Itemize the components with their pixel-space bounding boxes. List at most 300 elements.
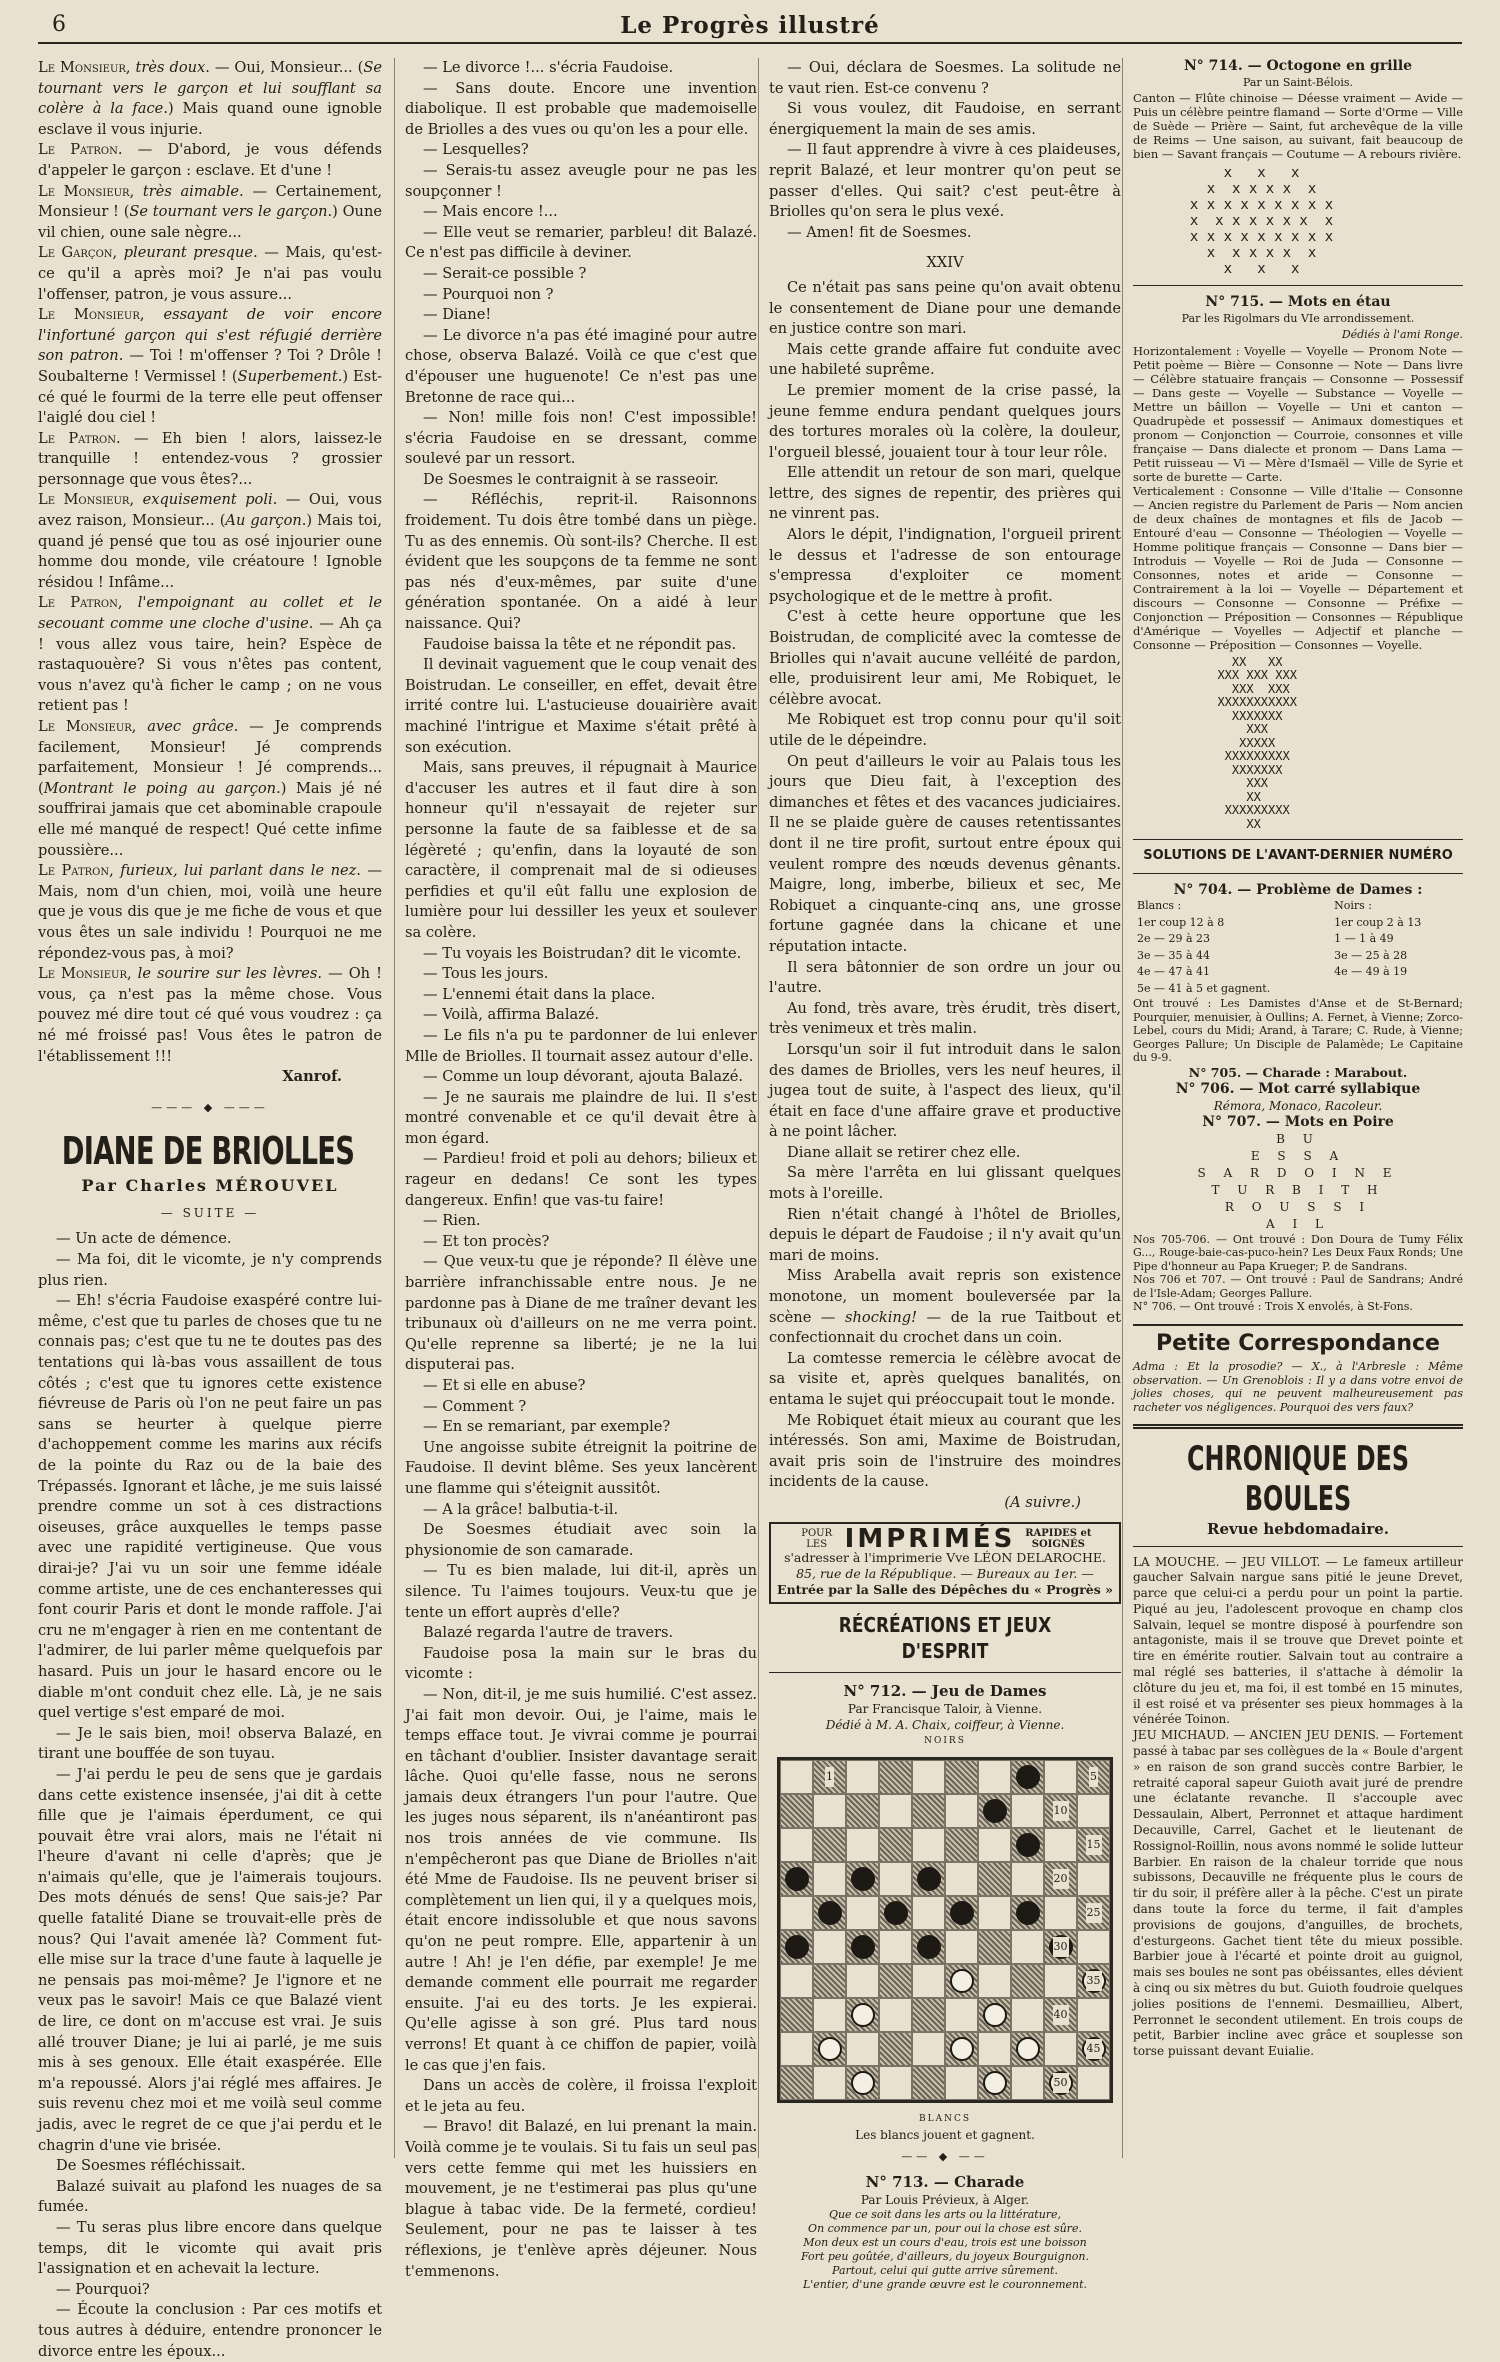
- board-light-square: [846, 1896, 879, 1930]
- board-light-square: [912, 1896, 945, 1930]
- page-header: [38, 8, 1462, 44]
- paragraph: — Le divorce !... s'écria Faudoise.: [423, 59, 674, 76]
- black-piece: [785, 1935, 809, 1959]
- paragraph: Alors le dépit, l'indignation, l'orgueil prirent le dessus et l'adresse de son entourage s'empressa d'exploiter ce moment psychologique et de le mettre à profit.: [769, 526, 1121, 605]
- paragraph: De Soesmes réfléchissait.: [56, 2157, 246, 2175]
- board-dark-square: [780, 2066, 813, 2100]
- comic-dialogue: [38, 58, 382, 1067]
- paragraph: — Comme un loup dévorant, ajouta Balazé.: [423, 1068, 744, 1086]
- board-dark-square: [1011, 1964, 1044, 1998]
- paragraph: — Je le sais bien, moi! observa Balazé, en tirant une bouffée de son tuyau.: [38, 1724, 382, 1763]
- feuilleton-byline: Par Charles MÉROUVEL: [81, 1176, 339, 1196]
- board-light-square: [813, 2066, 846, 2100]
- paragraph: — Bravo! dit Balazé, en lui prenant la main. Voilà comme je te voulais. Si tu fais un seul pas vers cette femme qui met les huissiers en mouvement, je ne t'estimerai pas plus qu'une blague à tabac vide. De la fermeté, cordieu! Seulement, pour ne pas te laisser à tes réflexions, je t'enlève après déjeuner. Nous t'emmenons.: [405, 2118, 757, 2280]
- paragraph: — J'ai perdu le peu de sens que je gardais dans cette existence insensée, j'ai dit à cette fille que je l'aimais éperdument, ce qui pouvait être vrai alors, mais ne l'était ni l'heure d'avant ni celle d'après; que je n'aimais qu'elle, que je l'aimerais toujours. Des mots dénués de sens! Que sais-je? Par quelle fatalité Diane se trouvait-elle près de nous? Qui l'avait amenée là? Comment fut-elle mise sur la trace d'une faute à laquelle je ne pensais pas moi-même? Je l'ignore et ne veux pas le savoir! Mais ce que Balazé vient de lire, ce dont on m'accuse est vrai. Je suis allé trouver Diane; je lui ai parlé, je me suis mis à ses genoux. Elle était exaspérée. Elle m'a repoussé. Alors j'ai réglé mes affaires. Je suis revenu chez moi et me voilà seul comme jadis, avec le regret de ce que j'ai perdu et le chagrin d'une vie brisée.: [38, 1765, 382, 2154]
- board-light-square: [945, 2066, 978, 2100]
- board-dark-square: [978, 1862, 1011, 1896]
- board-dark-square: [879, 1964, 912, 1998]
- paragraph: — Tu seras plus libre encore dans quelque temps, dit le vicomte qui avait pris l'assignation et en achevait la lecture.: [38, 2218, 382, 2278]
- paragraph: — Diane!: [423, 306, 492, 324]
- problem-715-author: Par les Rigolmars du VIe arrondissement.: [1181, 311, 1415, 325]
- white-piece: [1016, 2037, 1040, 2061]
- board-dark-square: [945, 1896, 978, 1930]
- board-light-square: [813, 1794, 846, 1828]
- paragraph: Le Monsieur, le sourire sur les lèvres. — Oh ! vous, ça n'est pas la même chose. Vous pouvez mé dire tout cé qué vous voudrez : ça né mé froissé pas! Vous êtes le patron de l'établissement !!!: [38, 965, 382, 1065]
- board-dark-square: [912, 1794, 945, 1828]
- column-4: [1122, 58, 1463, 2158]
- board-light-square: [813, 1930, 846, 1964]
- black-piece: [983, 1799, 1007, 1823]
- ad-main-text: IMPRIMÉS: [844, 1523, 1016, 1554]
- solutions-title: SOLUTIONS DE L'AVANT-DERNIER NUMÉRO: [1143, 848, 1453, 863]
- board-dark-square: [846, 1930, 879, 1964]
- chronique-title: CHRONIQUE DES BOULES: [1187, 1439, 1409, 1519]
- black-piece: [1016, 1765, 1040, 1789]
- paragraph: — Le fils n'a pu te pardonner de lui enlever Mlle de Briolles. Il tournait assez autour d'elle.: [405, 1026, 757, 1065]
- paragraph: Diane allait se retirer chez elle.: [787, 1143, 1021, 1161]
- white-piece: [983, 2071, 1007, 2095]
- board-light-square: [912, 2032, 945, 2066]
- problem-714-author: Par un Saint-Bélois.: [1242, 75, 1354, 89]
- board-dark-square: [813, 1760, 846, 1794]
- board-dark-square: [879, 1896, 912, 1930]
- board-dark-square: [1077, 1760, 1110, 1794]
- board-light-square: [1077, 1862, 1110, 1896]
- paragraph: — Je ne saurais me plaindre de lui. Il s'est montré convenable et ce qu'il devait être à mon égard.: [405, 1088, 757, 1147]
- ad-line-2: 85, rue de la République. — Bureaux au 1er. —: [796, 1565, 1094, 1581]
- board-light-square: [879, 1794, 912, 1828]
- solution-707-line: B U: [1276, 1131, 1320, 1146]
- board-dark-square: [978, 1930, 1011, 1964]
- paragraph: Il devinait vaguement que le coup venait des Boistrudan. Le conseiller, en effet, devait être irrité contre lui. L'astucieuse douairière avait machiné l'intrigue et Maxime s'était prêté à son exécution.: [405, 656, 757, 756]
- column-3: — Oui, déclara de Soesmes. La solitude ne te vaut rien. Est-ce convenu ? Si vous voulez, dit Faudoise, en serrant énergiquement la main de ses amis. — Il faut apprendre à vivre à ces plaideuses, reprit Balazé, et leur montrer qu'on peut se passer d'elles. Qui sait? c'est peut-être à Briolles qu'on sera le plus vexé. — Amen! fit de Soesmes. XXIV Ce n'était pas sans peine qu'on avait obtenu le consentement de Diane pour une demande en justice contre son mari. Mais cette grande affaire fut conduite avec une habileté suprême. Le premier moment de la crise passé, la jeune femme endura pendant quelques jours des tortures morales où la colère, la douleur, l'orgueil blessé, jouaient tour à tour leur rôle. Elle attendit un retour de son mari, quelque lettre, des signes de repentir, des prières qui ne vinrent pas. Alors le dépit, l'indignation, l'orgueil prirent le dessus et l'adresse de son entourage s'empressa d'exploiter ce moment psychologique et de le mettre à profit. C'est à cette heure opportune que les Boistrudan, de complicité avec la comtesse de Briolles qui n'avait aucune velléité de pardon, elle, produisirent leur ami, Me Robiquet, le célèbre avocat. Me Robiquet est trop connu pour qu'il soit utile de le dépeindre. On peut d'ailleurs le voir au Palais tous les jours que Dieu fait, à l'exception des dimanches et fêtes et des vacances judiciaires. Il ne se plaide guère de causes retentissantes dont il ne tire profit, surtout entre époux qui veulent rompre des nœuds devenus gênants. Maigre, long, imberbe, bilieux et sec, Me Robiquet a cinquante-cinq ans, une grosse fortune gagnée dans la chicane et une réputation intacte. Il sera bâtonnier de son ordre un jour ou l'autre. Au fond, très avare, très érudit, très disert, très venimeux et très malin. Lorsqu'un soir il fut introduit dans le salon des dames de Briolles, vers les neuf heures, il jugea tout de suite, à l'aspect des lieux, qu'il était en face d'une affaire grave et productive à ne point lâcher. Diane allait se retirer chez elle. Sa mère l'arrêta en lui glissant quelques mots à l'oreille. Rien n'était changé à l'hôtel de Briolles, depuis le départ de Faudoise ; il n'y avait qu'un mari de moins. Miss Arabella avait repris son existence monotone, un moment bouleversée par la scène — shocking! — de la rue Taitbout et confectionnait du crochet dans un coin. La comtesse remercia le célèbre avocat de sa visite et, après quelques banalités, on entama le sujet qui préoccupait tout le monde. Me Robiquet était mieux au courant que les intéressés. Son ami, Maxime de Boistrudan, avait pris soin de l'instruire des moindres incidents de la cause. (A suivre.) POUR LES IMPRIMÉS RAPIDES et SOIGNÉS s'adresser à l'imprimerie Vve LÉON DELAROCHE. 85, rue de la République. — Bureaux au 1er. — Entrée par la Salle des Dépêches du « Progrès » RÉCRÉATIONS ET JEUX D'ESPRIT N° 712. — Jeu de Dames Par Francisque Taloir, à Vienne. Dédié à M. A. Chaix, coiffeur, à Vienne. NOIRS 1 5 10 15 20 25 30 35 40 45 50 BLANCS Les blancs jouent et gagnent. —— ◆ —— N° 713. — Charade Par Louis Prévieux, à Alger. Que ce soit dans les arts ou la littérature, On commence par un, pour oui la chose est sûre. Mon deux est un cours d'eau, trois est une boisson Fort peu goûtée, d'ailleurs, du joyeux Bourguignon. Partout, celui qui gutte arrive sûrement. L'entier, d'une grande œuvre est le couronnement.: [758, 58, 1121, 2158]
- solution-707-title: N° 707. — Mots en Poire: [1202, 1114, 1394, 1130]
- solution-707-line: S A R D O I N E: [1197, 1165, 1399, 1180]
- paragraph: — Lesquelles?: [423, 141, 529, 159]
- board-light-square: [1077, 1794, 1110, 1828]
- board-light-square: [978, 1896, 1011, 1930]
- board-light-square: [978, 1828, 1011, 1862]
- black-piece: [851, 1867, 875, 1891]
- problem-715-title: N° 715. — Mots en étau: [1205, 294, 1391, 310]
- charade-line: Partout, celui qui gutte arrive sûrement.: [832, 2264, 1058, 2278]
- black-piece: [1016, 1833, 1040, 1857]
- solution-706-text: Rémora, Monaco, Racoleur.: [1213, 1098, 1383, 1113]
- board-light-square: [879, 1930, 912, 1964]
- paragraph: Faudoise baissa la tête et ne répondit pas.: [423, 635, 737, 653]
- solution-707-line: T U R B I T H: [1211, 1182, 1385, 1197]
- paragraph: Au fond, très avare, très érudit, très disert, très venimeux et très malin.: [769, 999, 1121, 1038]
- board-dark-square: [978, 2066, 1011, 2100]
- paragraph: Si vous voulez, dit Faudoise, en serrant énergiquement la main de ses amis.: [769, 100, 1121, 138]
- white-piece: [851, 2003, 875, 2027]
- paragraph: Le Patron, furieux, lui parlant dans le nez. — Mais, nom d'un chien, moi, voilà une heure que je vous dis que je me fiche de vous et que vous êtes un sale individu ! Pourquoi ne me répondez-vous pas, à moi?: [38, 862, 383, 962]
- board-dark-square: [813, 1828, 846, 1862]
- board-light-square: [879, 1862, 912, 1896]
- paragraph: — Et si elle en abuse?: [423, 1377, 586, 1394]
- paragraph: — L'ennemi était dans la place.: [423, 985, 656, 1003]
- paragraph: — Tu es bien malade, lui dit-il, après un silence. Tu l'aimes toujours. Veux-tu que je tente un effort auprès d'elle?: [405, 1562, 757, 1621]
- board-dark-square: [912, 1998, 945, 2032]
- white-piece: [983, 2003, 1007, 2027]
- paragraph: — Voilà, affirma Balazé.: [423, 1006, 600, 1024]
- board-light-square: [813, 1998, 846, 2032]
- board-light-square: [978, 2032, 1011, 2066]
- board-light-square: [1077, 1998, 1110, 2032]
- board-dark-square: [1044, 1998, 1077, 2032]
- solution-704-blancs-label: Blancs :: [1137, 899, 1182, 912]
- feuilleton-title: DIANE DE BRIOLLES: [61, 1129, 355, 1174]
- board-light-square: [846, 1828, 879, 1862]
- solution-707-line: E S S A: [1250, 1148, 1346, 1163]
- paragraph: — Comment ?: [423, 1397, 527, 1415]
- paragraph: Le Monsieur, avec grâce. — Je comprends facilement, Monsieur! Jé comprends parfaitement, Monsieur ! Jé comprends... (Montrant le poing au garçon.) Mais jé né souffrirai jamais que cet abominable crapoule elle mé manqué de respect! Qué cette infime poussière...: [38, 718, 382, 859]
- board-light-square: [978, 1964, 1011, 1998]
- paragraph: — Que veux-tu que je réponde? Il élève une barrière infranchissable entre nous. Je ne pardonne pas à Diane de me traîner devant les tribunaux où d'ailleurs on ne me verra point. Qu'elle reprenne sa liberté; je ne la lui disputerai pas.: [405, 1253, 757, 1374]
- board-light-square: [1011, 1862, 1044, 1896]
- board-dark-square: [1077, 1964, 1110, 1998]
- ad-left-text: POUR LES: [801, 1527, 833, 1550]
- solution-707-line: A I L: [1265, 1216, 1330, 1231]
- board-dark-square: [846, 2066, 879, 2100]
- square-number: 35: [1086, 1971, 1102, 1992]
- paragraph: — Non, dit-il, je me suis humilié. C'est assez. J'ai fait mon devoir. Oui, je l'aime, mais le temps efface tout. Je vivrai comme je pourrai en tâchant d'oublier. Insister davantage serait lâche. Quoi qu'elle fasse, nous ne serons jamais deux étrangers l'un pour l'autre. Que les juges nous séparent, ils n'anéantiront pas nos trois années de vie commune. Ils n'empêcheront pas que Diane de Briolles n'ait été Mme de Faudoise. Ils ne peuvent briser si complètement un lien qui, il y a quelques mois, était encore indissoluble et que nous savons qu'on ne peut rompre. Elle, appartenir à un autre ! Ah! je l'en défie, par exemple! Je me demande comment elle pourrait me regarder ensuite. J'ai eu des torts. Je les expierai. Qu'elle agisse à son gré. Plus tard nous verrons! Et quant à ce chiffon de papier, voilà le cas que j'en fais.: [405, 1685, 757, 2074]
- white-piece: [950, 1969, 974, 1993]
- paragraph: Mais, sans preuves, il répugnait à Maurice d'accuser les autres et il faut dire à son honneur qu'il n'essayait de rejeter sur personne la faute de sa faiblesse et de sa légèreté ; qu'enfin, dans la loyauté de son caractère, il comprenait mal de si odieuses perfidies et qu'il eût fallu une explosion de lumière pour lui dessiller les yeux et soulever sa colère.: [405, 759, 757, 941]
- charade-line: On commence par un, pour oui la chose est sûre.: [808, 2222, 1082, 2236]
- printing-advertisement: [769, 1522, 1121, 1604]
- solution-705: N° 705. — Charade : Marabout.: [1188, 1064, 1408, 1080]
- chapter-number: XXIV: [926, 254, 964, 272]
- paragraph: — Pardieu! froid et poli au dehors; bilieux et rageur en dedans! Ce sont les types dangereux. Enfin! que vas-tu faire!: [405, 1150, 757, 1209]
- paragraph: — Amen! fit de Soesmes.: [787, 223, 972, 241]
- board-light-square: [1044, 1828, 1077, 1862]
- board-light-square: [1044, 1964, 1077, 1998]
- move-cell: 4e — 49 à 19: [1334, 965, 1408, 978]
- square-number: 20: [1053, 1869, 1069, 1890]
- square-number: 25: [1086, 1903, 1102, 1924]
- move-cell: 3e — 35 à 44: [1137, 948, 1211, 962]
- board-dark-square: [780, 1862, 813, 1896]
- board-dark-square: [1011, 1828, 1044, 1862]
- square-number: 45: [1086, 2039, 1102, 2060]
- solution-707-line: R O U S S I: [1224, 1199, 1372, 1214]
- paragraph: — Serais-tu assez aveugle pour ne pas les soupçonner !: [405, 161, 757, 200]
- black-piece: [818, 1901, 842, 1925]
- problem-712-dedication: Dédié à M. A. Chaix, coiffeur, à Vienne.: [825, 1718, 1065, 1733]
- ad-line-3: Entrée par la Salle des Dépêches du « Progrès »: [777, 1581, 1113, 1597]
- board-dark-square: [1044, 1930, 1077, 1964]
- charade-line: Fort peu goûtée, d'ailleurs, du joyeux Bourguignon.: [801, 2250, 1089, 2264]
- paragraph: Le Patron. — Eh bien ! alors, laissez-le tranquille ! entendez-vous ? grossier personnage que vous êtes?...: [38, 429, 382, 488]
- chapter-text: [769, 278, 1121, 1493]
- black-piece: [785, 1867, 809, 1891]
- solution-found-3: Nos 706 et 707. — Ont trouvé : Paul de Sandrans; André de l'Isle-Adam; Georges Pallure.: [1133, 1273, 1463, 1300]
- paragraph: Miss Arabella avait repris son existence monotone, un moment bouleversée par la scène — shocking! — de la rue Taitbout et confectionnait du crochet dans un coin.: [769, 1267, 1121, 1347]
- paragraph: — Ma foi, dit le vicomte, je n'y comprends plus rien.: [38, 1251, 382, 1289]
- board-dark-square: [1011, 1896, 1044, 1930]
- paragraph: On peut d'ailleurs le voir au Palais tous les jours que Dieu fait, à l'exception des dimanches et fêtes et des vacances judiciaires. Il ne se plaide guère de causes retentissantes dont il ne tire profit, surtout entre époux qui veulent rompre des nœuds devenus gênants. Maigre, long, imberbe, bilieux et sec, Me Robiquet a cinquante-cinq ans, une grosse fortune gagnée dans la chicane et une réputation intacte.: [769, 752, 1121, 955]
- board-dark-square: [945, 1828, 978, 1862]
- feuilleton-text-continued-2: [769, 58, 1121, 243]
- paragraph: Une angoisse subite étreignit la poitrine de Faudoise. Il devint blême. Ses yeux lancèrent une flamme qui s'éteignit aussitôt.: [405, 1438, 757, 1497]
- solution-found-2: Nos 705-706. — Ont trouvé : Don Doura de Tumy Félix G..., Rouge-baie-cas-puco-hein? Les Deux Faux Ronds; Une Pipe d'honneur au Papa Krueger; P. de Sandrans.: [1133, 1232, 1463, 1273]
- board-light-square: [912, 1828, 945, 1862]
- paragraph: — Sans doute. Encore une invention diabolique. Il est probable que mademoiselle de Briolles a des vues ou qu'on les a pour elle.: [405, 79, 757, 138]
- charade-line: L'entier, d'une grande œuvre est le couronnement.: [802, 2278, 1088, 2292]
- paragraph: Me Robiquet était mieux au courant que les intéressés. Son ami, Maxime de Boistrudan, avait pris soin de l'instruire des moindres incidents de la cause.: [769, 1411, 1121, 1491]
- paragraph: — Et ton procès?: [423, 1232, 550, 1250]
- paragraph: — Serait-ce possible ?: [423, 264, 587, 282]
- board-dark-square: [978, 1794, 1011, 1828]
- square-number: 50: [1053, 2073, 1069, 2094]
- board-dark-square: [945, 1760, 978, 1794]
- square-number: 30: [1053, 1937, 1069, 1958]
- board-light-square: [1011, 1930, 1044, 1964]
- paragraph: — Tous les jours.: [423, 965, 549, 983]
- board-dark-square: [813, 1896, 846, 1930]
- chronique-text: [1133, 1555, 1463, 2061]
- column-1: [38, 58, 383, 2360]
- paragraph: Le Monsieur, exquisement poli. — Oui, vous avez raison, Monsieur... (Au garçon.) Mais toi, quand jé pensé que tou as osé injourier oune homme dou monde, vile créatoure ! Ignoble résidou ! Infâme...: [38, 491, 382, 591]
- board-dark-square: [1011, 1760, 1044, 1794]
- author-signature: Xanrof.: [282, 1068, 342, 1086]
- paragraph: Balazé suivait au plafond les nuages de sa fumée.: [38, 2177, 382, 2216]
- board-dark-square: [1044, 2066, 1077, 2100]
- to-be-continued: (A suivre.): [1004, 1493, 1081, 1511]
- board-light-square: [879, 2066, 912, 2100]
- white-piece: [818, 2037, 842, 2061]
- board-dark-square: [978, 1998, 1011, 2032]
- board-dark-square: [1011, 2032, 1044, 2066]
- move-cell: [1330, 981, 1463, 998]
- solution-704-moves: [1133, 898, 1463, 997]
- board-dark-square: [813, 1964, 846, 1998]
- paragraph: — Mais encore !...: [423, 203, 558, 221]
- square-number: 10: [1053, 1801, 1069, 1822]
- board-light-square: [879, 1998, 912, 2032]
- board-dark-square: [879, 1828, 912, 1862]
- board-light-square: [780, 1760, 813, 1794]
- board-light-square: [945, 1998, 978, 2032]
- board-light-square: [1011, 1794, 1044, 1828]
- ad-right-text: RAPIDES et SOIGNÉS: [1025, 1527, 1092, 1550]
- paragraph: Elle attendit un retour de son mari, quelque lettre, des signes de repentir, des prières qui ne vinrent pas.: [769, 464, 1121, 523]
- board-dark-square: [846, 1862, 879, 1896]
- move-cell: 1er coup 2 à 13: [1334, 915, 1422, 929]
- move-cell: 3e — 25 à 28: [1334, 948, 1408, 962]
- problem-712-author: Par Francisque Taloir, à Vienne.: [847, 1702, 1043, 1717]
- column-2: [394, 58, 757, 2280]
- paragraph: Le Garçon, pleurant presque. — Mais, qu'est-ce qu'il a après moi? Je n'ai pas voulu l'offenser, patron, je vous assure...: [38, 244, 383, 303]
- board-light-square: [1011, 1998, 1044, 2032]
- board-light-square: [846, 1760, 879, 1794]
- board-light-square: [912, 1964, 945, 1998]
- square-number: 1: [825, 1767, 834, 1788]
- octagon-grid: x x x x x x x x x x x x x x x x x x x x x x x x x x x x x x x x x x x x x x x x x x x x: [1189, 165, 1334, 277]
- board-light-square: [846, 2032, 879, 2066]
- paragraph: — Rien.: [423, 1212, 481, 1230]
- newspaper-title: Le Progrès illustré: [620, 12, 880, 39]
- paragraph: Faudoise posa la main sur le bras du vicomte :: [405, 1644, 757, 1683]
- board-caption: Les blancs jouent et gagnent.: [855, 2128, 1035, 2143]
- feuilleton-suite: — SUITE —: [160, 1205, 260, 1220]
- paragraph: De Soesmes le contraignit à se rasseoir.: [423, 470, 719, 488]
- solution-704-found: Ont trouvé : Les Damistes d'Anse et de St-Bernard; Pourquier, menuisier, à Oullins; A. Fernet, à Vienne; Zorco-Lebel, cours du Midi; Arand, à Tarare; C. Rude, à Vienne; Georges Pallure; Un Disciple de Palamède; Le Capitaine du 9-9.: [1133, 997, 1463, 1064]
- board-dark-square: [1077, 1896, 1110, 1930]
- board-light-square: [1011, 2066, 1044, 2100]
- black-piece: [917, 1935, 941, 1959]
- board-label-blancs: BLANCS: [918, 2114, 972, 2125]
- square-number: 15: [1086, 1835, 1102, 1856]
- board-light-square: [945, 1862, 978, 1896]
- paragraph: — Réfléchis, reprit-il. Raisonnons froidement. Tu dois être tombé dans un piège. Tu as des ennemis. Où sont-ils? Cherche. Il est évident que les soupçons de ta femme ne sont pas nés d'eux-mêmes, par suite d'une génération spontanée. On a aidé à leur naissance. Qui?: [405, 491, 757, 633]
- black-piece: [851, 1935, 875, 1959]
- paragraph: Balazé regarda l'autre de travers.: [423, 1624, 674, 1642]
- board-dark-square: [780, 1930, 813, 1964]
- move-cell: 1 — 1 à 49: [1334, 932, 1394, 945]
- paragraph: — Écoute la conclusion : Par ces motifs et tous autres à déduire, entendre prononcer le divorce entre les époux...: [38, 2301, 382, 2360]
- black-piece: [950, 1901, 974, 1925]
- board-light-square: [945, 1794, 978, 1828]
- paragraph: Ce n'était pas sans peine qu'on avait obtenu le consentement de Diane pour une demande en justice contre son mari.: [769, 278, 1121, 338]
- checkers-board: [777, 1757, 1113, 2103]
- solution-706-title: N° 706. — Mot carré syllabique: [1175, 1081, 1421, 1097]
- board-light-square: [780, 1896, 813, 1930]
- paragraph: C'est à cette heure opportune que les Boistrudan, de complicité avec la comtesse de Briolles qui n'avait aucune velléité de pardon, elle, produisirent leur ami, Me Robiquet, le célèbre avocat.: [769, 608, 1121, 708]
- problem-712-title: N° 712. — Jeu de Dames: [843, 1681, 1047, 1700]
- petite-correspondance-title: Petite Correspondance: [1156, 1330, 1440, 1356]
- problem-714-title: N° 714. — Octogone en grille: [1183, 58, 1413, 74]
- paragraph: — En se remariant, par exemple?: [423, 1418, 671, 1436]
- board-light-square: [780, 1828, 813, 1862]
- paragraph: Lorsqu'un soir il fut introduit dans le salon des dames de Briolles, vers les neuf heures, il jugea tout de suite, à l'aspect des lieux, qu'il était en face d'une affaire grave et productive à ne point lâcher.: [769, 1040, 1121, 1141]
- paragraph: Il sera bâtonnier de son ordre un jour ou l'autre.: [769, 958, 1121, 997]
- board-dark-square: [846, 1794, 879, 1828]
- board-dark-square: [1044, 1862, 1077, 1896]
- problem-715-dedication: Dédiés à l'ami Ronge.: [1341, 328, 1463, 341]
- paragraph: — Elle veut se remarier, parbleu! dit Balazé. Ce n'est pas difficile à deviner.: [405, 223, 757, 262]
- charade-line: Mon deux est un cours d'eau, trois est une boisson: [803, 2236, 1087, 2250]
- paragraph: — Il faut apprendre à vivre à ces plaideuses, reprit Balazé, et leur montrer qu'on peut se passer d'elles. Qui sait? c'est peut-être à Briolles qu'on sera le plus vexé.: [769, 141, 1121, 221]
- board-dark-square: [912, 1862, 945, 1896]
- board-dark-square: [846, 1998, 879, 2032]
- paragraph: Le Monsieur, très doux. — Oui, Monsieur... (Se tournant vers le garçon et lui soufflant sa colère à la face.) Mais quand oune ignoble esclave il vous injurie.: [38, 59, 382, 138]
- page-columns: [38, 58, 1463, 2360]
- paragraph: — Le divorce n'a pas été imaginé pour autre chose, observa Balazé. Voilà ce que c'est que d'épouser une huguenote! Ce n'est pas une Bretonne de race qui...: [405, 326, 757, 406]
- white-piece: [851, 2071, 875, 2095]
- board-light-square: [780, 1964, 813, 1998]
- board-light-square: [846, 1964, 879, 1998]
- board-light-square: [1077, 1930, 1110, 1964]
- paragraph: Rien n'était changé à l'hôtel de Briolles, depuis le départ de Faudoise ; il n'y avait qu'un mari de moins.: [769, 1205, 1121, 1264]
- board-dark-square: [813, 2032, 846, 2066]
- board-dark-square: [1077, 1828, 1110, 1862]
- board-dark-square: [1077, 2032, 1110, 2066]
- problem-714-text: Canton — Flûte chinoise — Déesse vraiment — Avide — Puis un célèbre peintre flamand — Sorte d'Orme — Ville de Suède — Prière — Saint, fut archevêque de la ville de Reims — Une saison, au suivant, fait beaucoup de bien — Savant français — Coutume — A rebours rivière.: [1133, 91, 1463, 161]
- paragraph: La comtesse remercia le célèbre avocat de sa visite et, après quelques banalités, on entama le sujet qui préoccupait tout le monde.: [769, 1349, 1121, 1408]
- charade-line: Que ce soit dans les arts ou la littérature,: [828, 2208, 1062, 2222]
- paragraph: — Oui, déclara de Soesmes. La solitude ne te vaut rien. Est-ce convenu ?: [769, 59, 1121, 97]
- board-label-noirs: NOIRS: [924, 1736, 966, 1747]
- board-light-square: [945, 1930, 978, 1964]
- paragraph: Le Monsieur, essayant de voir encore l'infortuné garçon qui s'est réfugié derrière son patron. — Toi ! m'offenser ? Toi ? Drôle ! Soubalterne ! Vermissel ! (Superbement.) Est-cé qué le fourmi de la terre elle peut offenser l'aiglé dou ciel !: [38, 306, 383, 427]
- board-dark-square: [945, 2032, 978, 2066]
- board-dark-square: [912, 2066, 945, 2100]
- problem-715-vertical: Verticalement : Consonne — Ville d'Italie — Consonne — Ancien registre du Parlement de Paris — Nom ancien de deux chaînes de montagnes et fils de Jacob — Entouré d'eau — Consonne — Théologien — Voyelle — Homme politique français — Consonne — Dans bier — Introduis — Voyelle — Roi de Juda — Consonne — Consonnes, notes et aride — Consonne — Contrairement à la loi — Voyelle — Département et discours — Consonne — Consonne — Préfixe — Conjonction — Préposition — Consonnes — République d'Amérique — Voyelles — Adjectif et planche — Consonne — Préposition — Consonnes — Voyelle.: [1133, 483, 1463, 652]
- solution-704-title: N° 704. — Problème de Dames :: [1173, 881, 1423, 898]
- board-light-square: [912, 1760, 945, 1794]
- square-number: 40: [1053, 2005, 1069, 2026]
- board-light-square: [978, 1760, 1011, 1794]
- move-cell: 1er coup 12 à 8: [1137, 915, 1225, 929]
- paragraph: — Pourquoi non ?: [423, 285, 554, 303]
- paragraph: — Eh! s'écria Faudoise exaspéré contre lui-même, c'est que tu parles de choses que tu ne connais pas; c'est que tu ne te doutes pas des tentations qui là-bas vous assaillent de tous côtés ; c'est que tu ignores cette existence fiévreuse de Paris où l'on ne peut faire un pas sans se heurter à quelque pierre d'achoppement comme les marins aux récifs de la pointe du Raz ou de la baie des Trépassés. Ignorant et lâche, je me suis laissé prendre comme un sot à ces distractions oiseuses, grâce auxquelles le temps passe avec une rapidité vertigineuse. Que vous dirai-je? J'ai vu un soir une femme idéale comme artiste, une de ces enchanteresses qui font courir Paris et dont le monde raffole. J'ai cru ne m'engager à rien en me contentant de l'admirer, de lui parler même quelquefois par hasard. Puis un jour le hasard encore ou le diable m'ont conduit chez elle. Là, je ne sais quel vertige s'est emparé de moi.: [38, 1292, 382, 1722]
- ornament-divider: ——— ◆ ———: [151, 1100, 269, 1114]
- board-dark-square: [780, 1998, 813, 2032]
- chronique-subtitle: Revue hebdomadaire.: [1207, 1520, 1389, 1538]
- board-light-square: [1077, 2066, 1110, 2100]
- paragraph: Le Monsieur, très aimable. — Certainement, Monsieur ! (Se tournant vers le garçon.) Oune vil chien, oune sale nègre...: [38, 182, 382, 241]
- board-dark-square: [879, 2032, 912, 2066]
- board-dark-square: [1044, 1794, 1077, 1828]
- paragraph: — Non! mille fois non! C'est impossible! s'écria Faudoise en se dressant, comme soulevé par un ressort.: [405, 409, 757, 468]
- board-light-square: [1044, 1896, 1077, 1930]
- paragraph: Le premier moment de la crise passé, la jeune femme endura pendant quelques jours des tortures morales où la colère, la douleur, l'orgueil blessé, jouaient tour à tour leur rôle.: [769, 381, 1121, 461]
- feuilleton-text-continued: [405, 58, 757, 2282]
- paragraph: Le Patron. — D'abord, je vous défends d'appeler le garçon : esclave. Et d'une !: [38, 141, 382, 179]
- paragraph: — A la grâce! balbutia-t-il.: [423, 1500, 619, 1518]
- page-number: 6: [52, 12, 66, 37]
- board-dark-square: [912, 1930, 945, 1964]
- paragraph: — Un acte de démence.: [56, 1230, 232, 1248]
- problem-715-horizontal: Horizontalement : Voyelle — Voyelle — Pronom Note — Petit poème — Bière — Consonne — Note — Dans livre — Célèbre statuaire français — Consonne — Possessif — Dans geste — Voyelle — Substance — Voyelle — Mettre un bâillon — Voyelle — Uni et canton — Quadrupède et possessif — Animaux domestiques et pronom — Conjonction — Courroie, consonnes et ville française — Dans dialecte et pronom — Dans Lama — Petit ruisseau — Vi — Mère d'Ismaël — Ville de Syrie et sorte de burette — Carte.: [1133, 343, 1463, 484]
- white-piece: [950, 2037, 974, 2061]
- move-cell: 2e — 29 à 23: [1137, 932, 1211, 945]
- paragraph: — Tu voyais les Boistrudan? dit le vicomte.: [423, 944, 742, 962]
- solution-found-4: N° 706. — Ont trouvé : Trois X envolés, à St-Fons.: [1133, 1300, 1413, 1313]
- paragraph: — Pourquoi?: [56, 2280, 150, 2298]
- square-number: 5: [1089, 1767, 1098, 1788]
- board-light-square: [1044, 2032, 1077, 2066]
- paragraph: Me Robiquet est trop connu pour qu'il soit utile de le dépeindre.: [769, 711, 1121, 749]
- paragraph: LA MOUCHE. — JEU VILLOT. — Le fameux artilleur gaucher Salvain nargue sans pitié le jeune Drevet, parce que celui-ci a perdu pour un point la partie. Piqué au jeu, l'adolescent provoque en champ clos Salvain, lequel se montre disposé à pourfendre son antagoniste, mais il se trouve que Drevet pointe et tire en émérite routier. Salvain tout au contraire a mal réglé ses batteries, il s'attache à démolir la clôture du jeu et, ma foi, il est tombé en 15 minutes, il est roisé et va présenter ses pieux hommages à la vénérée Toinon.: [1133, 1554, 1463, 1727]
- problem-713-title: N° 713. — Charade: [865, 2172, 1025, 2191]
- board-light-square: [813, 1862, 846, 1896]
- problem-713-author: Par Louis Prévieux, à Alger.: [860, 2193, 1030, 2208]
- charade-text: [769, 2208, 1121, 2292]
- board-light-square: [780, 2032, 813, 2066]
- black-piece: [1016, 1901, 1040, 1925]
- paragraph: Dans un accès de colère, il froissa l'exploit et le jeta au feu.: [405, 2077, 757, 2115]
- black-piece: [917, 1867, 941, 1891]
- solution-707-lines: [1133, 1131, 1463, 1233]
- board-dark-square: [879, 1760, 912, 1794]
- board-dark-square: [945, 1964, 978, 1998]
- paragraph: Mais cette grande affaire fut conduite avec une habileté suprême.: [769, 340, 1121, 379]
- petite-correspondance-text: Adma : Et la prosodie? — X., à l'Arbresle : Même observation. — Un Grenoblois : Il y a dans votre envoi de jolies choses, qui ne peuvent malheureusement pas racheter vos négligences. Pourquoi des vers faux?: [1133, 1360, 1463, 1414]
- vise-grid: XX XX XXX XXX XXX XXX XXX XXXXXXXXXXX XXXXXXX XXX XXXXX XXXXXXXXX XXXXXXX XXX XX XXXXXXXXX XX: [1217, 654, 1297, 831]
- ad-line-1: s'adresser à l'imprimerie Vve LÉON DELAROCHE.: [784, 1549, 1106, 1565]
- paragraph: JEU MICHAUD. — ANCIEN JEU DENIS. — Fortement passé à tabac par ses collègues de la « Boule d'argent » en raison de son grand succès contre Barbier, le retraité caporal sapeur Guioth avait juré de prendre une éclatante revanche. Il s'accouple avec Dessaulain, Albert, Perronnet et attaque hardiment Decauville, Carrel, Gachet et le lieutenant de Rossignol-Roillin, nous avons nommé le solide lutteur Barbier. En raison de la chaleur torride que nous subissons, Decauville ne fréquente plus le cours de tir du soir, il préfère aller à la pêche. C'est un pirate dans toute la force du terme, il fait d'amples provisions de goujons, d'anguilles, de brochets, d'esturgeons. Gachet tient tête du mieux possible. Barbier joue à l'écarté et pointe droit au guignol, mais ses boules ne sont pas obéissantes, elles dévient à cinq ou six mètres du but. Guioth foudroie quelques jolies positions de l'ennemi. Desmaillieu, Albert, Perronnet le secondent utilement. En trois coups de petit, Barbier incline avec grâce et souplesse son torse puissant devant Euialie.: [1133, 1728, 1463, 2059]
- black-piece: [884, 1901, 908, 1925]
- move-cell: 5e — 41 à 5 et gagnent.: [1137, 981, 1271, 995]
- feuilleton-text: [38, 1229, 382, 2362]
- paragraph: De Soesmes étudiait avec soin la physionomie de son camarade.: [405, 1521, 757, 1559]
- solution-704-noirs-label: Noirs :: [1334, 899, 1372, 912]
- board-light-square: [1044, 1760, 1077, 1794]
- move-cell: 4e — 47 à 41: [1137, 965, 1211, 978]
